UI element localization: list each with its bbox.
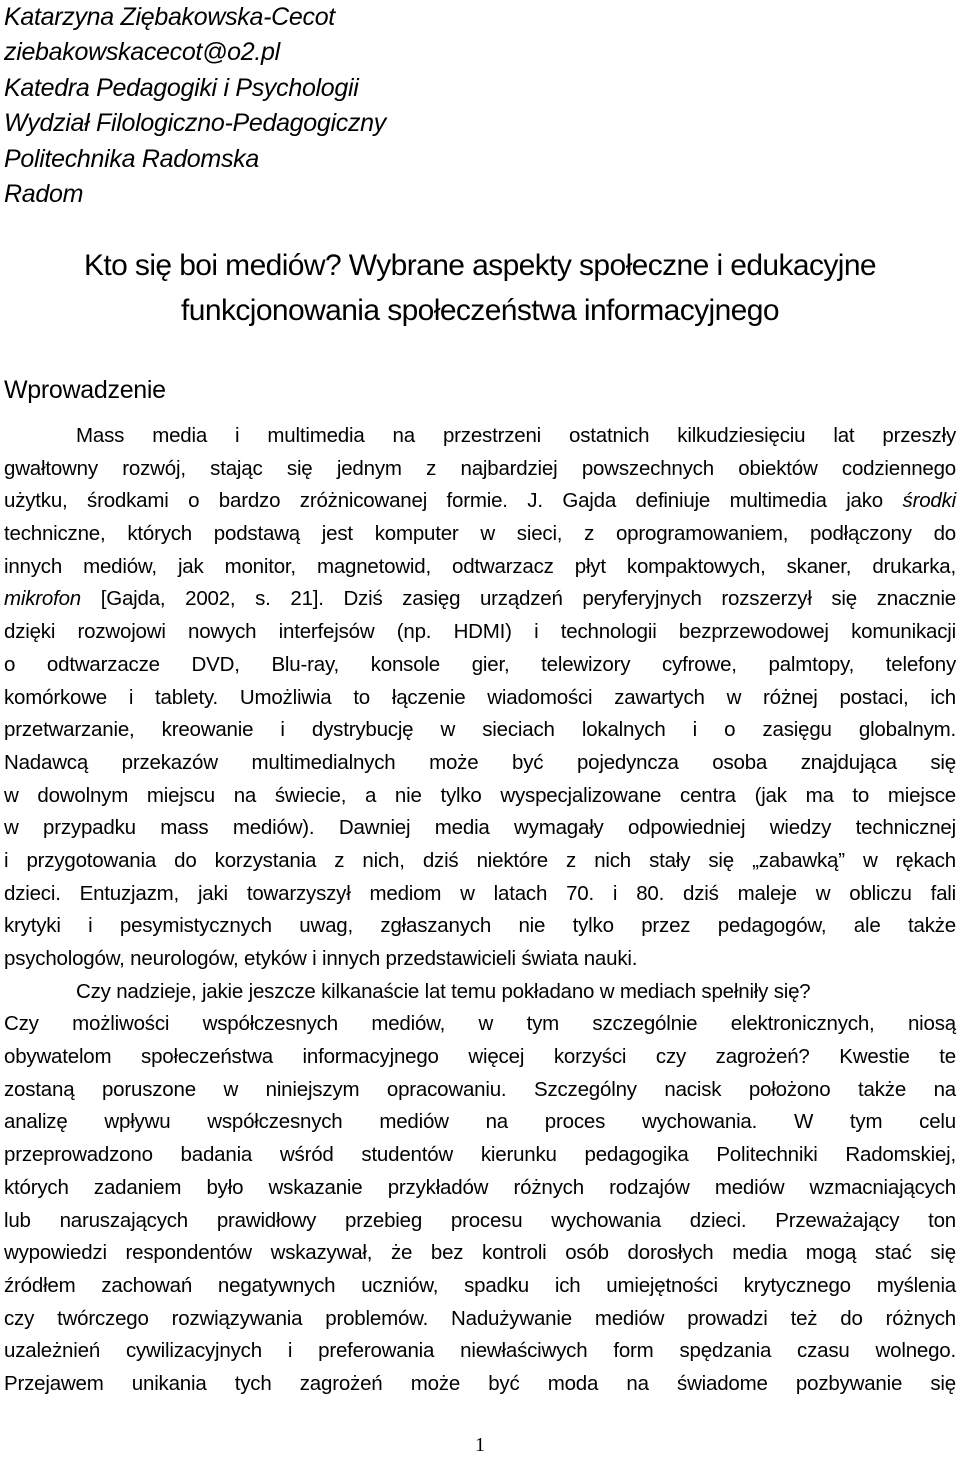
text-line: Przejawem unikania tych zagrożeń może być moda na świadome pozbywanie się: [4, 1371, 956, 1395]
text-line: których zadaniem było wskazanie przykładów różnych rodzajów mediów wzmacniających: [4, 1175, 956, 1199]
text-line: komórkowe i tablety. Umożliwia to łączenie wiadomości zawartych w różnej postaci, ich: [4, 685, 956, 709]
text-line: zostaną poruszone w niniejszym opracowaniu. Szczególny nacisk położono także na: [4, 1077, 956, 1101]
text-line: Nadawcą przekazów multimedialnych może być pojedyncza osoba znajdująca się: [4, 750, 956, 774]
text-line: uzależnień cywilizacyjnych i preferowania niewłaściwych form spędzania czasu wolnego.: [4, 1339, 956, 1363]
text-line: dzięki rozwojowi nowych interfejsów (np. HDMI) i technologii bezprzewodowej komunikacji: [4, 620, 956, 644]
author-university: Politechnika Radomska: [4, 144, 259, 173]
text-line: o odtwarzacze DVD, Blu-ray, konsole gier, telewizory cyfrowe, palmtopy, telefony: [4, 652, 956, 676]
text-line: przetwarzanie, kreowanie i dystrybucję w sieciach lokalnych i o zasięgu globalnym.: [4, 718, 956, 742]
title-line-2: funkcjonowania społeczeństwa informacyjnego: [181, 294, 779, 327]
document-title: [0, 243, 960, 333]
text-line: gwałtowny rozwój, stając się jednym z najbardziej powszechnych obiektów codziennego: [4, 456, 956, 480]
author-name: Katarzyna Ziębakowska-Cecot: [4, 3, 335, 31]
text-line: wypowiedzi respondentów wskazywał, że bez kontroli osób dorosłych media mogą stać się: [4, 1241, 956, 1265]
text-line: przeprowadzono badania wśród studentów kierunku pedagogika Politechniki Radomskiej,: [4, 1143, 956, 1167]
body-text: [4, 420, 956, 1401]
text-line: Czy nadzieje, jakie jeszcze kilkanaście lat temu pokładano w mediach spełniły się?: [76, 979, 811, 1003]
section-heading: Wprowadzenie: [4, 376, 166, 404]
text-line: Mass media i multimedia na przestrzeni ostatnich kilkudziesięciu lat przeszły: [76, 424, 956, 447]
italic-segment: środki: [902, 489, 956, 513]
text-line: Czy możliwości współczesnych mediów, w tym szczególnie elektronicznych, niosą: [4, 1012, 956, 1036]
text-line: innych mediów, jak monitor, magnetowid, odtwarzacz płyt kompaktowych, skaner, drukarka,: [4, 554, 956, 578]
text-line: psychologów, neurologów, etyków i innych przedstawicieli świata nauki.: [4, 947, 638, 970]
text-line: źródłem zachowań negatywnych uczniów, spadku ich umiejętności krytycznego myślenia: [4, 1273, 956, 1297]
author-department: Katedra Pedagogiki i Psychologii: [4, 73, 359, 102]
text-segment: użytku, środkami o bardzo zróżnicowanej formie. J. Gajda definiuje multimedia jako: [4, 489, 903, 513]
author-info: [4, 0, 904, 212]
title-line-1: Kto się boi mediów? Wybrane aspekty społeczne i edukacyjne: [83, 249, 877, 282]
text-line: dzieci. Entuzjazm, jaki towarzyszył mediom w latach 70. i 80. dziś maleje w obliczu fali: [4, 881, 956, 905]
italic-segment: mikrofon: [4, 587, 82, 611]
text-line: w przypadku mass mediów). Dawniej media wymagały odpowiedniej wiedzy technicznej: [4, 816, 956, 840]
text-line: obywatelom społeczeństwa informacyjnego więcej korzyści czy zagrożeń? Kwestie te: [4, 1045, 956, 1069]
text-line: techniczne, których podstawą jest komputer w sieci, z oprogramowaniem, podłączony do: [4, 522, 956, 546]
text-line: [4, 485, 956, 518]
author-city: Radom: [4, 180, 84, 209]
text-line: analizę wpływu współczesnych mediów na proces wychowania. W tym celu: [4, 1110, 956, 1134]
text-line: czy twórczego rozwiązywania problemów. Nadużywanie mediów prowadzi też do różnych: [4, 1306, 956, 1330]
author-email: ziebakowskacecot@o2.pl: [4, 38, 280, 67]
page-number: 1: [475, 1434, 485, 1456]
text-line: lub naruszających prawidłowy przebieg procesu wychowania dzieci. Przeważający ton: [4, 1208, 956, 1232]
text-line: krytyki i pesymistycznych uwag, zgłaszanych nie tylko przez pedagogów, ale także: [4, 914, 956, 938]
author-faculty: Wydział Filologiczno-Pedagogiczny: [4, 109, 386, 138]
text-segment: [Gajda, 2002, s. 21]. Dziś zasięg urządzeń peryferyjnych rozszerzył się znacznie: [81, 587, 956, 611]
text-line: w dowolnym miejscu na świecie, a nie tylko wyspecjalizowane centra (jak ma to miejsce: [4, 783, 956, 807]
text-line: [4, 583, 956, 616]
text-line: i przygotowania do korzystania z nich, dziś niektóre z nich stały się „zabawką” w rękach: [4, 848, 956, 872]
